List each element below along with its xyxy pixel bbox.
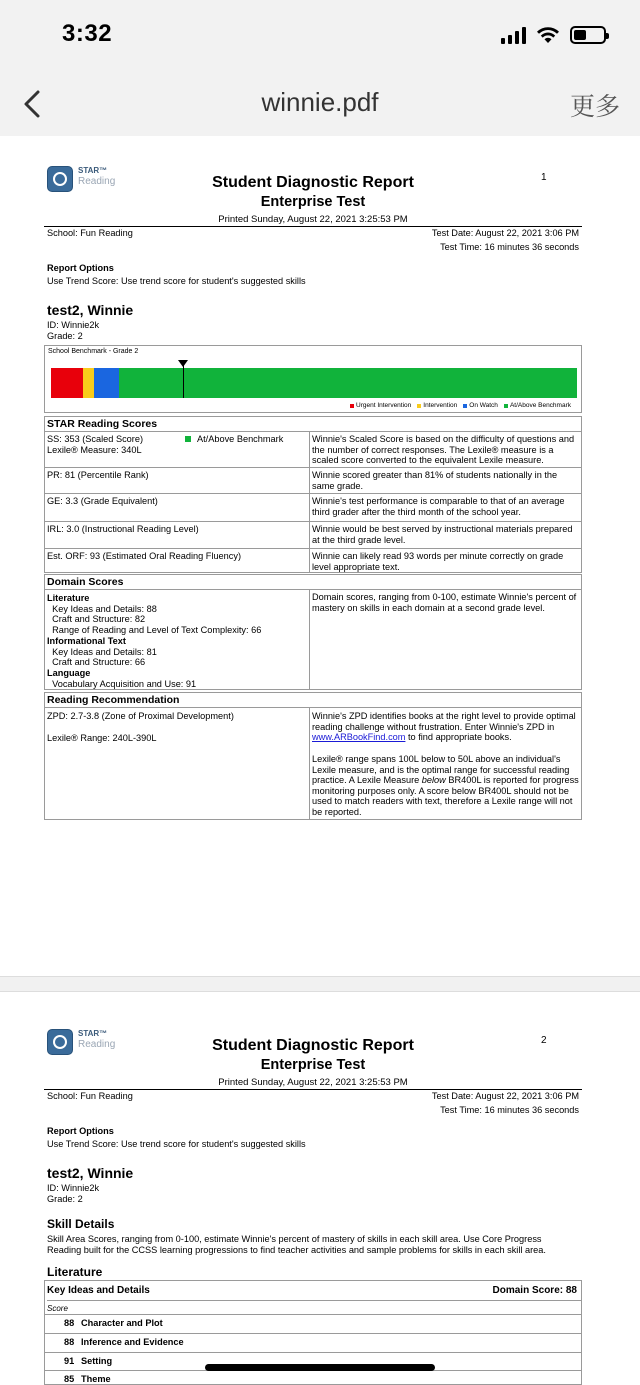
skill-score: 85 [64, 1374, 75, 1384]
document-title: winnie.pdf [261, 87, 379, 117]
student-id-p2: ID: Winnie2k [47, 1183, 100, 1193]
logo-star-text: STAR™ [78, 1029, 108, 1038]
domain-score-item: Key Ideas and Details: 81 [47, 646, 157, 657]
skill-name: Setting [81, 1356, 113, 1366]
skill-score: 88 [64, 1337, 75, 1347]
domain-score: Domain Score: 88 [492, 1285, 577, 1296]
recommendation-table [44, 707, 582, 820]
battery-icon [570, 26, 606, 44]
skill-table-header [47, 1281, 581, 1301]
status-bar [0, 0, 640, 72]
domain-heading: Literature [47, 593, 90, 603]
lexile-explanation-text-end: BR400L is reported for progress monitoring purposes only. A score below BR400L should not be used to match readers with text, therefore a Lexile range will not be reported. [312, 775, 579, 817]
arbookfind-link[interactable]: www.ARBookFind.com [312, 732, 406, 743]
test-date-p2: Test Date: August 22, 2021 3:06 PM [431, 1091, 579, 1101]
logo-reading-text: Reading [78, 1039, 116, 1050]
benchmark-chart [44, 345, 582, 413]
score-row-ge [45, 493, 581, 521]
wifi-icon [536, 26, 560, 44]
score-irl: IRL: 3.0 (Instructional Reading Level) [47, 524, 199, 534]
test-time: Test Time: 16 minutes 36 seconds [440, 242, 579, 252]
score-row-pr [45, 467, 581, 493]
skill-row [45, 1314, 581, 1332]
skill-name: Character and Plot [81, 1318, 163, 1328]
section-reading-recommendation: Reading Recommendation [44, 692, 582, 707]
lexile-explanation-italic: below [421, 775, 446, 786]
domain-heading: Informational Text [47, 635, 126, 646]
report-options-text: Use Trend Score: Use trend score for student's suggested skills [47, 276, 306, 286]
literature-title: Literature [47, 1265, 103, 1279]
student-name: test2, Winnie [47, 302, 134, 318]
legend-item [463, 402, 498, 409]
score-irl-explanation: Winnie would be best served by instructional materials prepared at the third grade level. [312, 524, 573, 545]
skill-table-title: Key Ideas and Details [47, 1285, 150, 1296]
benchmark-segment [119, 368, 577, 398]
score-row-ss [45, 432, 581, 467]
printed-date: Printed Sunday, August 22, 2021 3:25:53 PM [218, 214, 408, 225]
student-name-p2: test2, Winnie [47, 1165, 134, 1181]
zpd-explanation-text: Winnie's ZPD identifies books at the right level to provide optimal reading challenge without frustration. Enter Winnie's ZPD in [312, 711, 576, 732]
report-options-title-p2: Report Options [47, 1126, 114, 1136]
page-separator [0, 976, 640, 992]
logo-reading-text: Reading [78, 176, 116, 187]
score-lexile: Lexile® Measure: 340L [47, 444, 142, 455]
page-number: 1 [541, 172, 547, 183]
lexile-range: Lexile® Range: 240L-390L [47, 733, 157, 743]
score-ss-explanation: Winnie's Scaled Score is based on the difficulty of questions and the number of correct responses. The Lexile® measure is a scaled score converted to the equivalent Lexile measure. [312, 434, 575, 466]
domain-score-item: Craft and Structure: 66 [47, 657, 146, 668]
student-id: ID: Winnie2k [47, 320, 100, 330]
benchmark-badge-swatch [185, 436, 191, 442]
legend-item [417, 402, 457, 409]
home-indicator[interactable] [205, 1364, 435, 1371]
score-orf: Est. ORF: 93 (Estimated Oral Reading Fluency) [47, 551, 242, 561]
lexile-explanation-text: Lexile® range spans 100L below to 50L above an individual's Lexile measure, and is the optimal range for successful reading practice. A Lexile Measure [312, 754, 570, 786]
score-pr: PR: 81 (Percentile Rank) [47, 470, 149, 480]
legend-label: On Watch [469, 402, 498, 409]
domain-heading: Language [47, 667, 91, 678]
score-ge-explanation: Winnie's test performance is comparable to that of an average third grader after the third month of the school year. [312, 496, 565, 517]
nav-bar [0, 72, 640, 136]
score-column-label: Score [47, 1304, 68, 1313]
legend-label: Urgent Intervention [356, 402, 412, 409]
report-subtitle: Enterprise Test [260, 194, 366, 210]
benchmark-bar [51, 368, 577, 398]
report-subtitle-p2: Enterprise Test [260, 1057, 366, 1073]
report-options-text-p2: Use Trend Score: Use trend score for student's suggested skills [47, 1139, 306, 1149]
legend-item [350, 402, 411, 409]
school-name: School: Fun Reading [47, 228, 133, 238]
test-time-p2: Test Time: 16 minutes 36 seconds [440, 1105, 579, 1115]
benchmark-segment [94, 368, 119, 398]
page-number-p2: 2 [541, 1035, 547, 1046]
score-pr-explanation: Winnie scored greater than 81% of students nationally in the same grade. [312, 470, 558, 491]
benchmark-badge [185, 434, 283, 444]
domain-score-item: Range of Reading and Level of Text Complexity: 66 [47, 625, 262, 636]
zpd-explanation [312, 711, 580, 743]
status-time: 3:32 [62, 20, 113, 47]
benchmark-label: School Benchmark - Grade 2 [48, 348, 139, 355]
score-orf-explanation: Winnie can likely read 93 words per minute correctly on grade level appropriate text. [312, 551, 564, 572]
status-icons [501, 24, 606, 46]
printed-date-p2: Printed Sunday, August 22, 2021 3:25:53 PM [218, 1077, 408, 1088]
domain-score-list [47, 593, 261, 689]
legend-swatch [463, 404, 467, 408]
skill-row [45, 1333, 581, 1351]
student-grade-p2: Grade: 2 [47, 1194, 83, 1204]
section-domain-scores: Domain Scores [44, 574, 582, 589]
legend-label: Intervention [423, 402, 458, 409]
legend-swatch [504, 404, 508, 408]
benchmark-segment [83, 368, 95, 398]
zpd-range: ZPD: 2.7-3.8 (Zone of Proximal Development) [47, 711, 234, 721]
skill-details-text-2: Reading built for the CCSS learning progressions to find teacher activities and sample problems for skills in each skill area. [47, 1245, 546, 1255]
section-star-reading-scores: STAR Reading Scores [44, 416, 582, 431]
report-options-title: Report Options [47, 263, 114, 273]
school-name-p2: School: Fun Reading [47, 1091, 133, 1101]
benchmark-legend [350, 402, 571, 409]
domain-score-item: Craft and Structure: 82 [47, 614, 146, 625]
more-button[interactable]: 更多 [569, 93, 620, 121]
skill-row [45, 1370, 581, 1385]
skill-score: 88 [64, 1318, 75, 1328]
test-date: Test Date: August 22, 2021 3:06 PM [431, 228, 579, 238]
report-title: Student Diagnostic Report [212, 174, 414, 191]
domain-explanation: Domain scores, ranging from 0-100, estimate Winnie's percent of mastery on skills in each domain at a second grade level. [312, 592, 577, 613]
skill-score: 91 [64, 1356, 75, 1366]
skill-name: Theme [81, 1374, 111, 1384]
logo-star-text: STAR™ [78, 166, 108, 175]
scores-table [44, 431, 582, 573]
score-ss: SS: 353 (Scaled Score) [47, 434, 144, 444]
skill-details-title: Skill Details [47, 1217, 115, 1231]
skill-details-text-1: Skill Area Scores, ranging from 0-100, estimate Winnie's percent of mastery of skills in each skill area. Use Core Progress [47, 1234, 542, 1244]
legend-swatch [417, 404, 421, 408]
zpd-explanation-text-end: to find appropriate books. [405, 732, 512, 743]
score-row-irl [45, 521, 581, 548]
legend-label: At/Above Benchmark [509, 402, 571, 409]
legend-swatch [350, 404, 354, 408]
skill-name: Inference and Evidence [81, 1337, 184, 1347]
score-row-orf [45, 548, 581, 574]
student-grade: Grade: 2 [47, 331, 83, 341]
score-ge: GE: 3.3 (Grade Equivalent) [47, 496, 158, 506]
lexile-explanation [312, 754, 580, 818]
legend-item [504, 402, 571, 409]
benchmark-badge-text: At/Above Benchmark [197, 434, 284, 444]
domain-score-item: Key Ideas and Details: 88 [47, 603, 157, 614]
report-title-p2: Student Diagnostic Report [212, 1037, 414, 1054]
benchmark-marker-triangle-icon [178, 360, 188, 367]
domain-score-item: Vocabulary Acquisition and Use: 91 [47, 678, 197, 689]
domain-table [44, 589, 582, 690]
benchmark-segment [51, 368, 83, 398]
cellular-signal-icon [501, 26, 526, 44]
